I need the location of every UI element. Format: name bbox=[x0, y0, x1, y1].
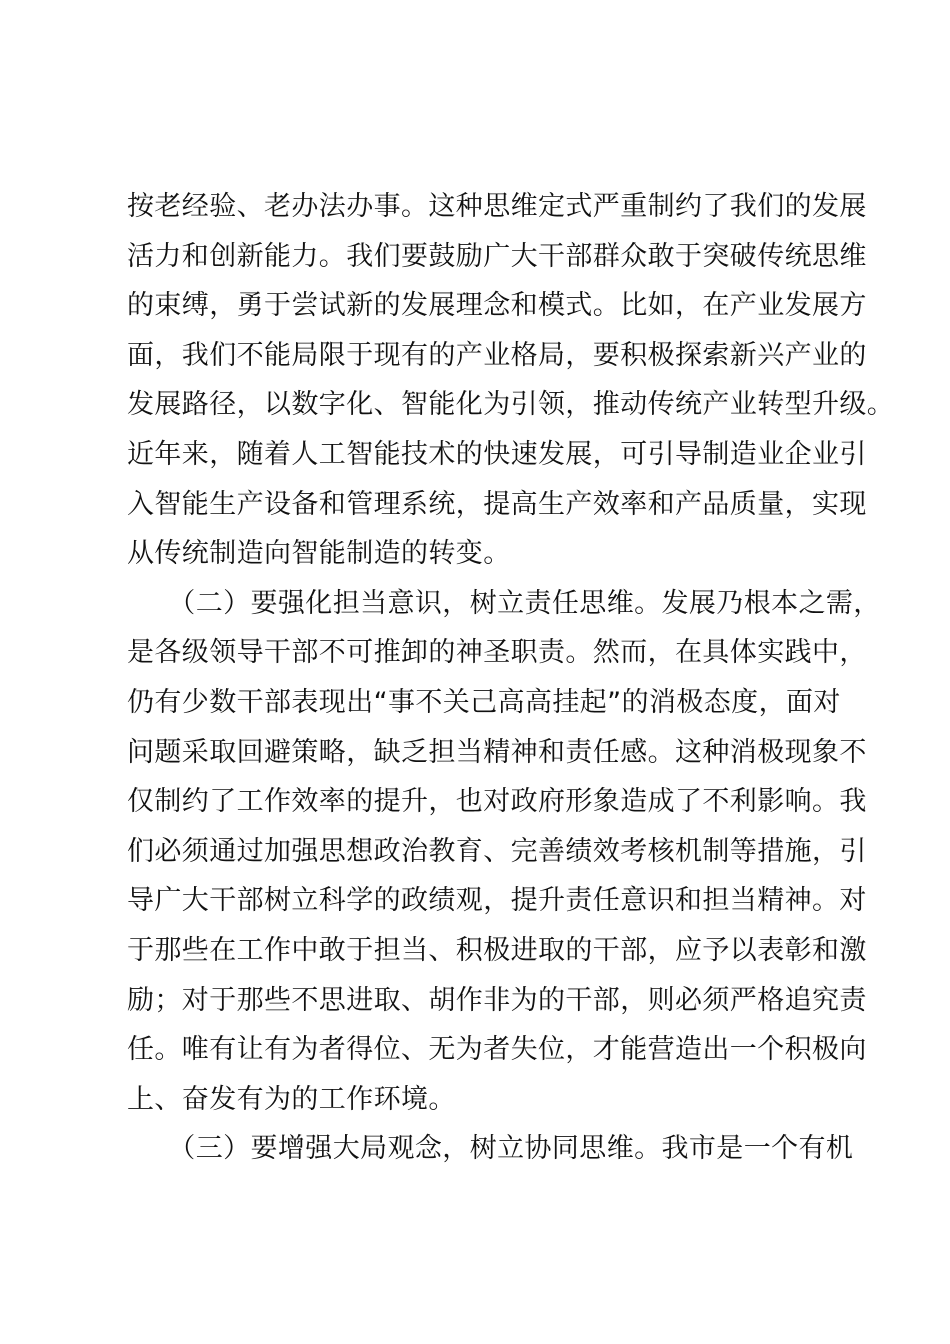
text-line: 仍有少数干部表现出“事不关己高高挂起”的消极态度，面对 bbox=[127, 686, 841, 718]
text-line: 发展路径，以数字化、智能化为引领，推动传统产业转型升级。 bbox=[127, 389, 895, 421]
section-heading-line: （二）要强化担当意识，树立责任思维。发展乃根本之需， bbox=[127, 587, 881, 619]
text-line: 是各级领导干部不可推卸的神圣职责。然而，在具体实践中， bbox=[127, 637, 867, 669]
section-heading-line: （三）要增强大局观念，树立协同思维。我市是一个有机 bbox=[127, 1133, 854, 1165]
text-line: 的束缚，勇于尝试新的发展理念和模式。比如，在产业发展方 bbox=[127, 290, 867, 322]
text-line: 励；对于那些不思进取、胡作非为的干部，则必须严格追究责 bbox=[127, 984, 867, 1016]
text-line: 活力和创新能力。我们要鼓励广大干部群众敢于突破传统思维 bbox=[127, 240, 867, 272]
text-line: 问题采取回避策略，缺乏担当精神和责任感。这种消极现象不 bbox=[127, 736, 867, 768]
text-line: 从传统制造向智能制造的转变。 bbox=[127, 538, 511, 570]
text-line: 入智能生产设备和管理系统，提高生产效率和产品质量，实现 bbox=[127, 488, 867, 520]
text-line: 任。唯有让有为者得位、无为者失位，才能营造出一个积极向 bbox=[127, 1034, 867, 1066]
text-line: 近年来，随着人工智能技术的快速发展，可引导制造业企业引 bbox=[127, 438, 867, 470]
text-line: 于那些在工作中敢于担当、积极进取的干部，应予以表彰和激 bbox=[127, 934, 867, 966]
text-line: 导广大干部树立科学的政绩观，提升责任意识和担当精神。对 bbox=[127, 885, 867, 917]
text-line: 仅制约了工作效率的提升，也对政府形象造成了不利影响。我 bbox=[127, 786, 867, 818]
text-line: 上、奋发有为的工作环境。 bbox=[127, 1083, 456, 1115]
text-line: 面，我们不能局限于现有的产业格局，要积极探索新兴产业的 bbox=[127, 339, 867, 371]
document-body bbox=[127, 182, 895, 1174]
text-line: 们必须通过加强思想政治教育、完善绩效考核机制等措施，引 bbox=[127, 835, 867, 867]
text-line: 按老经验、老办法办事。这种思维定式严重制约了我们的发展 bbox=[127, 191, 867, 222]
